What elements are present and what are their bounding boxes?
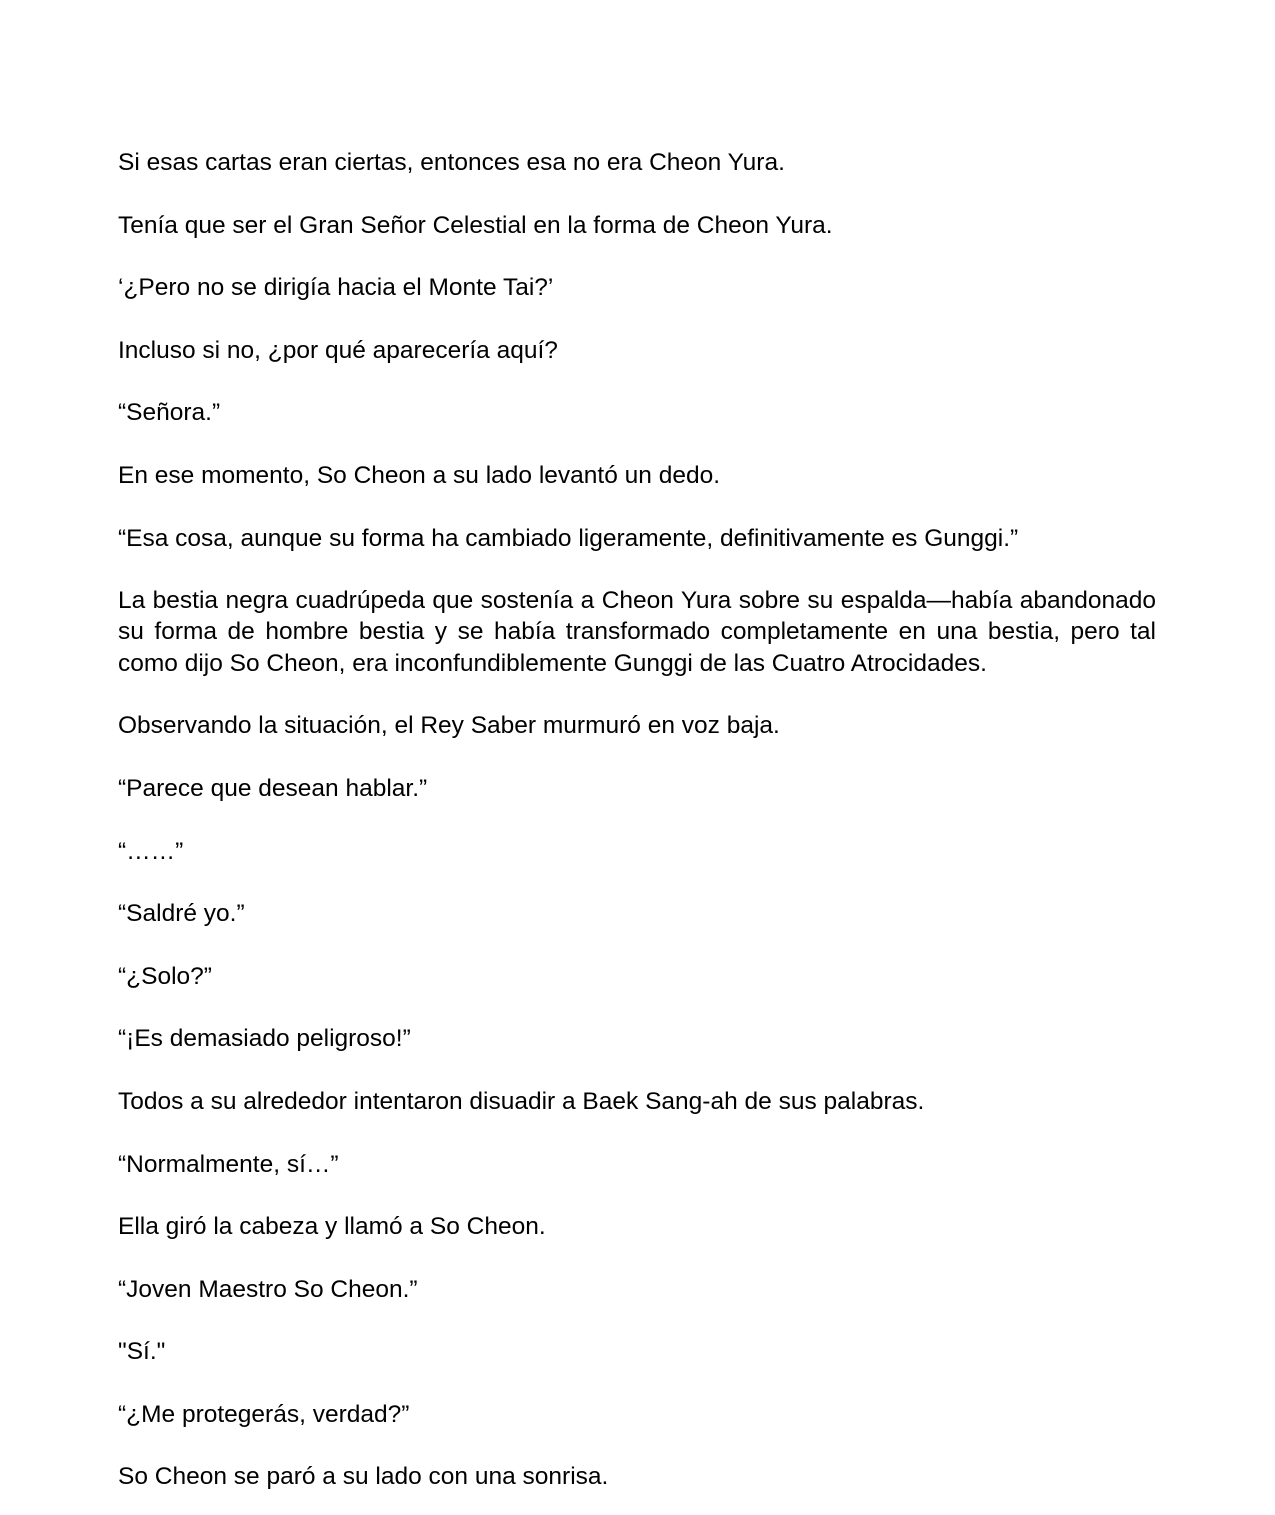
paragraph: Si esas cartas eran ciertas, entonces esa no era Cheon Yura. [118,149,785,176]
paragraph: “……” [118,837,184,865]
paragraph: “Normalmente, sí…” [118,1150,339,1178]
document-body [118,147,1156,1515]
paragraph: "Sí." [118,1338,166,1366]
paragraph: “Saldré yo.” [118,900,245,928]
paragraph: La bestia negra cuadrúpeda que sostenía a Cheon Yura sobre su espalda—había abandonado su forma de hombre bestia y se había transformado completamente en una bestia, pero tal como dijo So Cheon, era inconfundiblemente Gunggi de las Cuatro Atrocidades. [118,587,1156,677]
paragraph: So Cheon se paró a su lado con una sonrisa. [118,1463,609,1491]
paragraph: “Joven Maestro So Cheon.” [118,1275,418,1303]
paragraph: “¡Es demasiado peligroso!” [118,1025,411,1053]
paragraph: “¿Me protegerás, verdad?” [118,1400,410,1428]
paragraph: “¿Solo?” [118,962,212,990]
paragraph: “Esa cosa, aunque su forma ha cambiado ligeramente, definitivamente es Gunggi.” [118,524,1019,552]
paragraph: Todos a su alrededor intentaron disuadir a Baek Sang-ah de sus palabras. [118,1087,925,1115]
paragraph: En ese momento, So Cheon a su lado levantó un dedo. [118,461,721,489]
paragraph: “Señora.” [118,399,221,427]
paragraph: ‘¿Pero no se dirigía hacia el Monte Tai?’ [118,274,554,302]
paragraph: Ella giró la cabeza y llamó a So Cheon. [118,1213,546,1241]
paragraph: Tenía que ser el Gran Señor Celestial en la forma de Cheon Yura. [118,211,833,239]
paragraph: Incluso si no, ¿por qué aparecería aquí? [118,336,558,364]
paragraph: “Parece que desean hablar.” [118,774,428,802]
paragraph: Observando la situación, el Rey Saber murmuró en voz baja. [118,712,780,740]
